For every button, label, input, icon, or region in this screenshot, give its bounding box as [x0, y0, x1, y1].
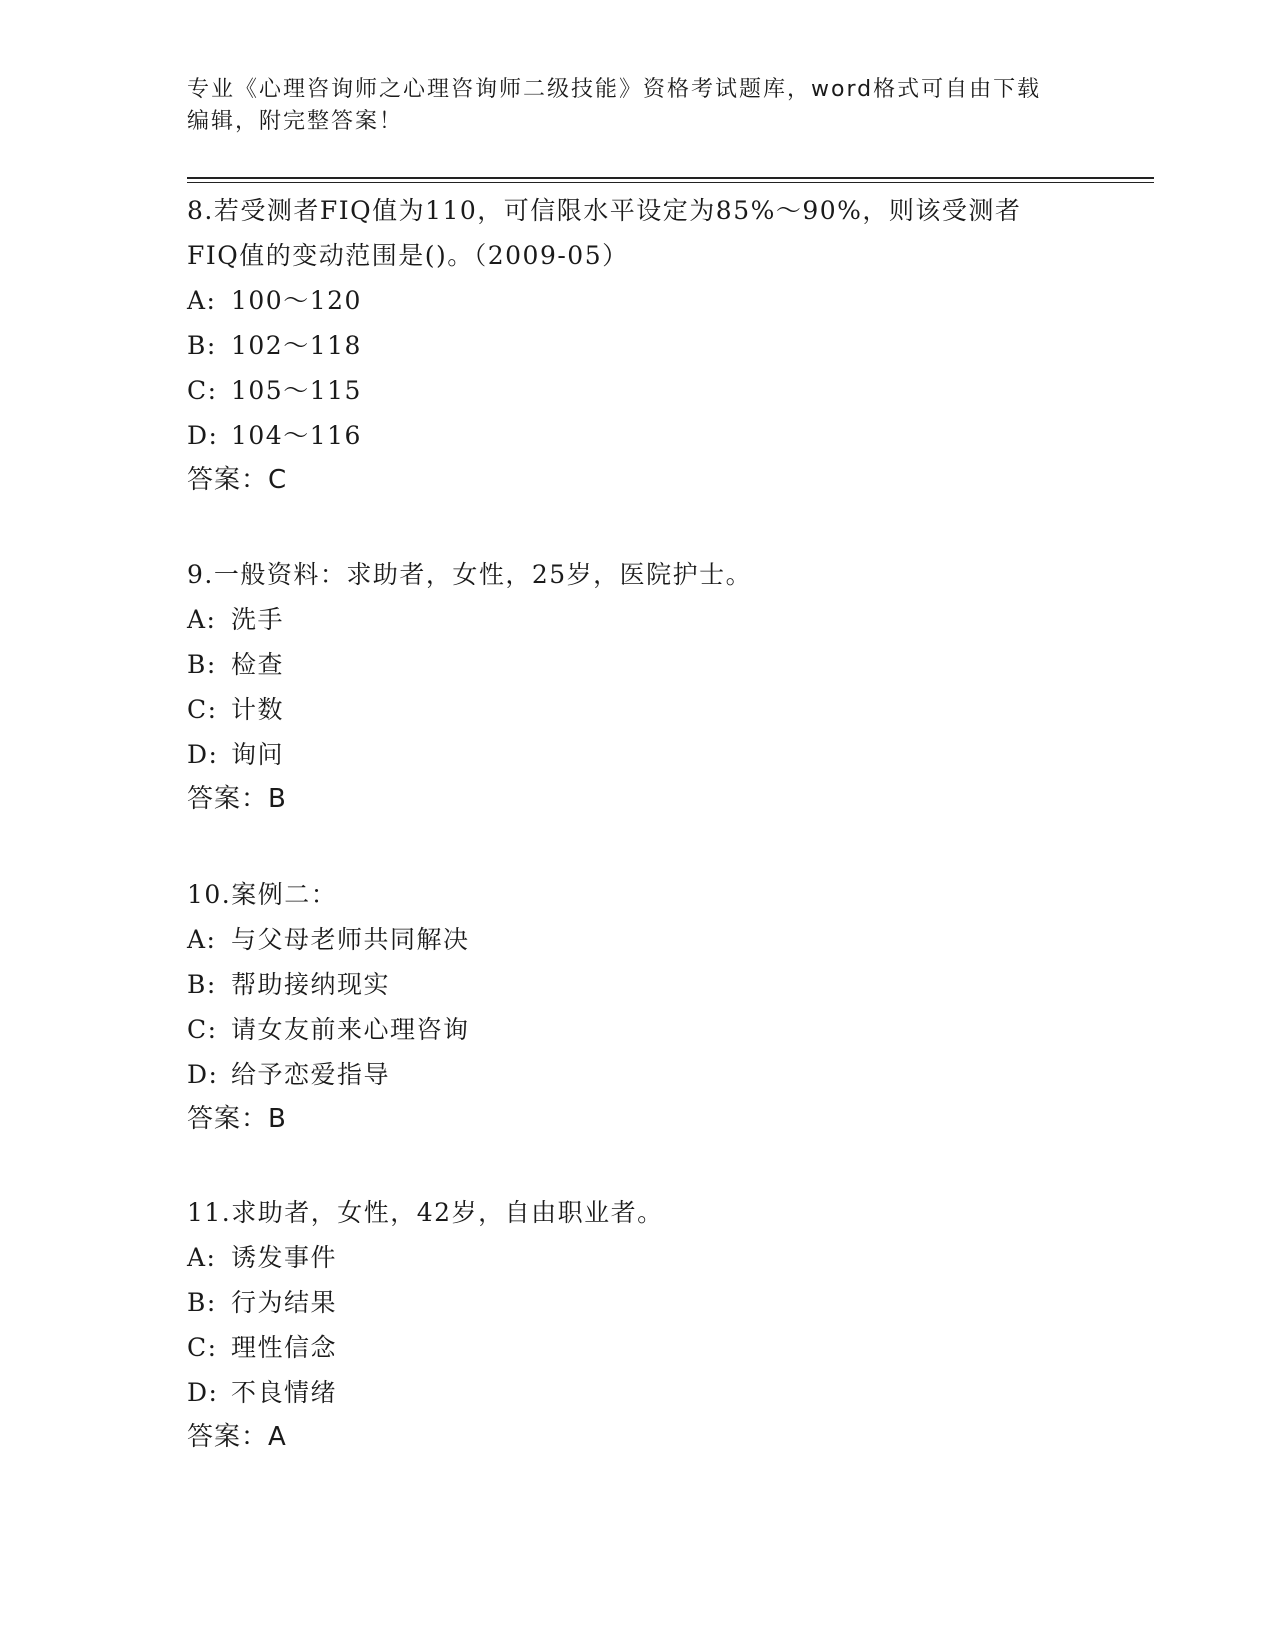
option-letter: D: [187, 421, 219, 450]
option-a [187, 597, 1087, 642]
option-a [187, 917, 1087, 962]
option-letter: C: [187, 1015, 218, 1044]
question-stem: 9.一般资料：求助者，女性，25岁，医院护士。 [187, 560, 753, 589]
option-letter: A: [187, 925, 217, 954]
option-text: 行为结果 [231, 1288, 338, 1317]
option-text: 询问 [231, 740, 285, 769]
option-a [187, 1235, 1087, 1280]
header-line-1: 专业《心理咨询师之心理咨询师二级技能》资格考试题库，word格式可自由下载 [187, 77, 1042, 102]
option-a [187, 278, 1087, 323]
option-text: 计数 [231, 695, 285, 724]
answer-line: 答案：B [187, 784, 287, 814]
question-stem: 8.若受测者FIQ值为110，可信限水平设定为85%～90%，则该受测者 [187, 196, 1022, 225]
option-text: 检查 [231, 650, 285, 679]
option-c [187, 687, 1087, 732]
question-8 [187, 188, 1087, 503]
document-header [187, 74, 1087, 138]
option-letter: C: [187, 1333, 218, 1362]
option-letter: D: [187, 1378, 219, 1407]
option-letter: C: [187, 376, 218, 405]
option-c [187, 1325, 1087, 1370]
answer-line: 答案：B [187, 1104, 287, 1134]
option-text: 100～120 [231, 286, 362, 315]
option-c [187, 1007, 1087, 1052]
option-text: 给予恋爱指导 [231, 1060, 391, 1089]
option-d [187, 1052, 1087, 1097]
option-text: 105～115 [231, 376, 362, 405]
option-letter: A: [187, 1243, 217, 1272]
option-b [187, 962, 1087, 1007]
header-divider-thick [187, 177, 1154, 179]
option-d [187, 732, 1087, 777]
option-letter: A: [187, 286, 217, 315]
option-letter: A: [187, 605, 217, 634]
option-text: 不良情绪 [231, 1378, 338, 1407]
header-divider-thin [187, 182, 1154, 183]
option-text: 104～116 [231, 421, 362, 450]
question-stem: 10.案例二： [187, 880, 338, 909]
option-text: 洗手 [231, 605, 285, 634]
option-text: 102～118 [231, 331, 362, 360]
option-letter: D: [187, 1060, 219, 1089]
option-letter: B: [187, 970, 217, 999]
answer-line: 答案：C [187, 465, 288, 495]
option-c [187, 368, 1087, 413]
option-text: 理性信念 [231, 1333, 338, 1362]
option-letter: C: [187, 695, 218, 724]
option-letter: B: [187, 1288, 217, 1317]
option-d [187, 413, 1087, 458]
option-text: 请女友前来心理咨询 [231, 1015, 470, 1044]
question-9 [187, 552, 1087, 822]
option-b [187, 1280, 1087, 1325]
option-text: 帮助接纳现实 [231, 970, 391, 999]
question-11 [187, 1190, 1087, 1460]
question-stem: FIQ值的变动范围是()。（2009-05） [187, 241, 629, 270]
option-letter: B: [187, 331, 217, 360]
option-letter: D: [187, 740, 219, 769]
option-text: 诱发事件 [231, 1243, 338, 1272]
option-letter: B: [187, 650, 217, 679]
option-text: 与父母老师共同解决 [231, 925, 470, 954]
option-b [187, 642, 1087, 687]
answer-line: 答案：A [187, 1422, 287, 1452]
option-d [187, 1370, 1087, 1415]
header-line-2: 编辑，附完整答案！ [187, 109, 404, 134]
question-stem: 11.求助者，女性，42岁，自由职业者。 [187, 1198, 664, 1227]
question-10 [187, 872, 1087, 1142]
option-b [187, 323, 1087, 368]
